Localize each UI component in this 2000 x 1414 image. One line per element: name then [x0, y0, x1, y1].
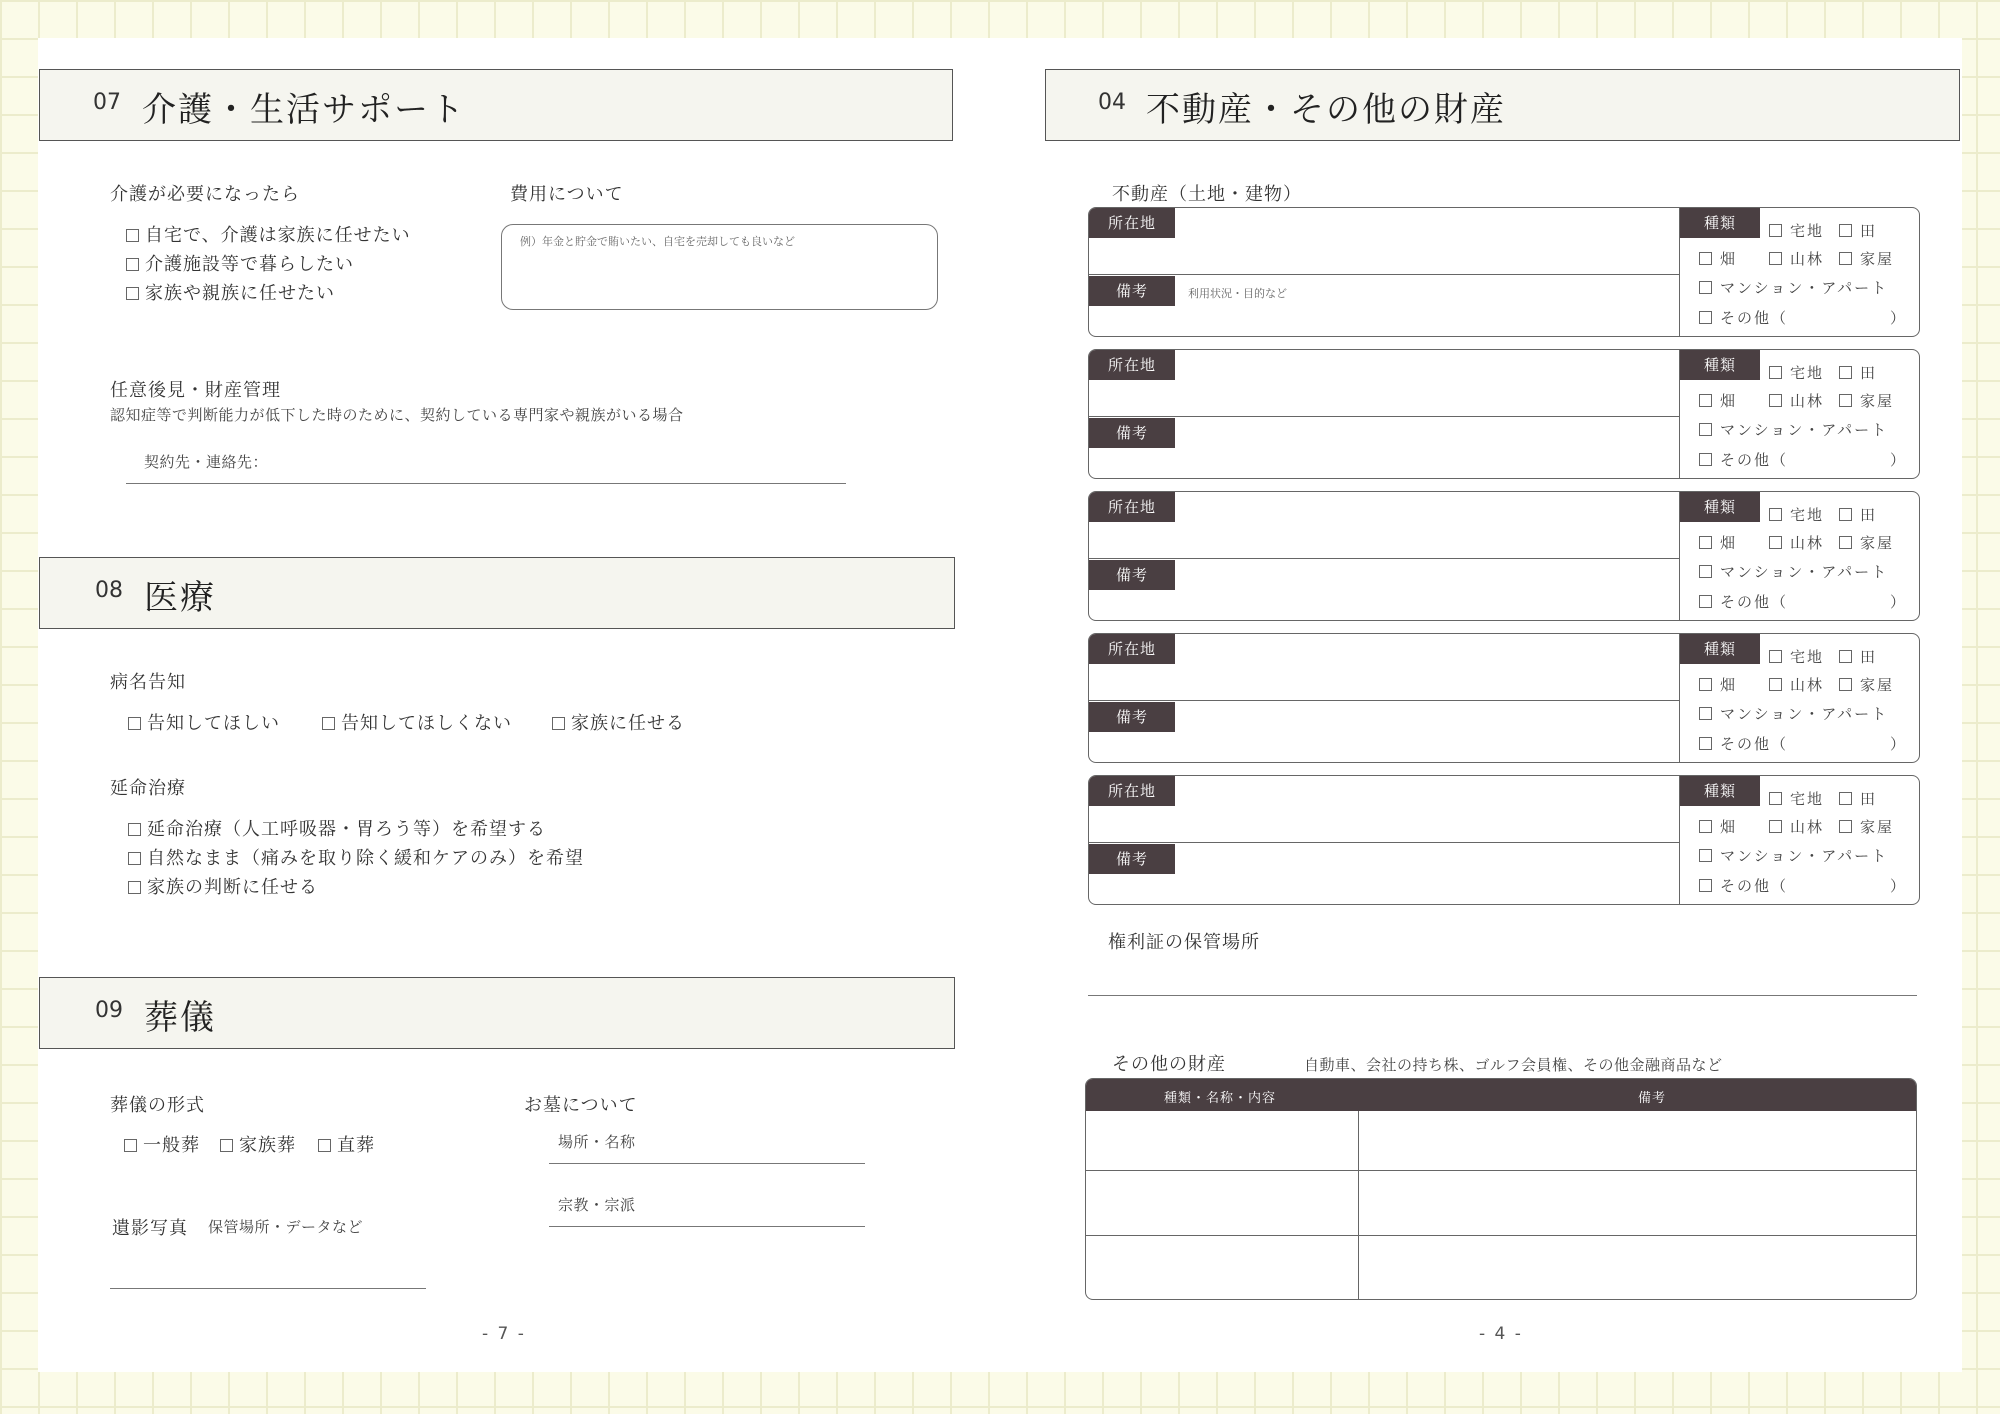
type-option[interactable]: 田 [1839, 504, 1877, 525]
type-option[interactable]: マンション・アパート [1699, 703, 1888, 724]
funeral-heading: 葬儀の形式 [110, 1095, 205, 1116]
grave-place-line[interactable] [549, 1163, 865, 1164]
section-title: 医療 [144, 578, 216, 618]
type-option[interactable]: 田 [1839, 362, 1877, 383]
section-header-08 [39, 557, 955, 629]
table-header [1086, 1079, 1916, 1111]
location-tag: 所在地 [1089, 634, 1175, 664]
checkbox-icon[interactable] [1839, 394, 1852, 407]
remarks-tag: 備考 [1089, 560, 1175, 590]
checkbox-option[interactable]: 告知してほしくない [322, 709, 512, 735]
type-option[interactable]: その他（ ） [1699, 307, 1907, 328]
checkbox-icon[interactable] [1699, 453, 1712, 466]
grave-heading: お墓について [524, 1095, 638, 1116]
checkbox-icon[interactable] [1699, 707, 1712, 720]
location-field[interactable] [1175, 208, 1679, 274]
checkbox-icon[interactable] [128, 717, 141, 730]
type-option[interactable]: 畑 [1699, 816, 1737, 837]
type-tag: 種類 [1680, 350, 1760, 380]
type-option[interactable]: 田 [1839, 788, 1877, 809]
type-option[interactable]: 田 [1839, 220, 1877, 241]
remarks-tag: 備考 [1089, 418, 1175, 448]
checkbox-icon[interactable] [1769, 224, 1782, 237]
type-tag: 種類 [1680, 208, 1760, 238]
column-header: 備考 [1638, 1091, 1667, 1106]
property-card [1088, 491, 1920, 621]
type-option[interactable]: 山林 [1769, 390, 1824, 411]
checkbox-icon[interactable] [1839, 366, 1852, 379]
checkbox-icon[interactable] [1839, 820, 1852, 833]
type-option[interactable]: 山林 [1769, 816, 1824, 837]
type-option[interactable]: マンション・アパート [1699, 845, 1888, 866]
section-number: 09 [95, 998, 123, 1023]
grave-religion-label: 宗教・宗派 [558, 1196, 636, 1214]
type-option[interactable]: 宅地 [1769, 362, 1824, 383]
other-assets-heading: その他の財産 [1112, 1054, 1226, 1075]
type-option[interactable]: 家屋 [1839, 532, 1894, 553]
location-tag: 所在地 [1089, 776, 1175, 806]
guardian-contact-label: 契約先・連絡先： [144, 453, 269, 471]
checkbox-icon[interactable] [126, 287, 139, 300]
checkbox-icon[interactable] [1839, 678, 1852, 691]
table-cell[interactable] [1086, 1171, 1358, 1235]
checkbox-option[interactable]: 自然なまま（痛みを取り除く緩和ケアのみ）を希望 [128, 844, 584, 870]
table-cell[interactable] [1086, 1236, 1358, 1300]
checkbox-icon[interactable] [1769, 536, 1782, 549]
section-number: 07 [93, 90, 121, 115]
location-field[interactable] [1175, 776, 1679, 842]
checkbox-icon[interactable] [322, 717, 335, 730]
section-header-04 [1045, 69, 1960, 141]
checkbox-icon[interactable] [1699, 281, 1712, 294]
section-header-09 [39, 977, 955, 1049]
checkbox-icon[interactable] [1699, 737, 1712, 750]
remarks-field[interactable] [1175, 276, 1679, 337]
type-option[interactable]: マンション・アパート [1699, 419, 1888, 440]
row-divider [1089, 416, 1679, 417]
type-option[interactable]: 山林 [1769, 532, 1824, 553]
type-option[interactable]: 宅地 [1769, 220, 1824, 241]
checkbox-icon[interactable] [1839, 224, 1852, 237]
grave-place-label: 場所・名称 [558, 1133, 636, 1151]
section-number: 04 [1098, 90, 1126, 115]
type-option[interactable]: 家屋 [1839, 248, 1894, 269]
property-card [1088, 349, 1920, 479]
portrait-line[interactable] [110, 1288, 426, 1289]
section-title: 介護・生活サポート [142, 90, 466, 130]
checkbox-icon[interactable] [1699, 678, 1712, 691]
type-option[interactable]: その他（ ） [1699, 591, 1907, 612]
checkbox-icon[interactable] [124, 1139, 137, 1152]
type-tag: 種類 [1680, 492, 1760, 522]
remarks-field[interactable] [1175, 418, 1679, 479]
checkbox-icon[interactable] [1769, 820, 1782, 833]
checkbox-icon[interactable] [1699, 252, 1712, 265]
type-option[interactable]: 畑 [1699, 532, 1737, 553]
checkbox-icon[interactable] [128, 852, 141, 865]
checkbox-icon[interactable] [126, 258, 139, 271]
row-divider [1089, 842, 1679, 843]
table-cell[interactable] [1359, 1236, 1917, 1300]
care-heading: 介護が必要になったら [110, 184, 300, 205]
location-tag: 所在地 [1089, 492, 1175, 522]
deed-heading: 権利証の保管場所 [1108, 932, 1260, 953]
remarks-placeholder: 利用状況・目的など [1188, 287, 1287, 300]
cost-textbox[interactable] [501, 224, 938, 310]
location-tag: 所在地 [1089, 350, 1175, 380]
location-field[interactable] [1175, 350, 1679, 416]
page-number: - 4 - [1479, 1324, 1523, 1344]
checkbox-option[interactable]: 家族や親族に任せたい [126, 279, 335, 305]
checkbox-icon[interactable] [1699, 536, 1712, 549]
checkbox-icon[interactable] [1699, 394, 1712, 407]
checkbox-icon[interactable] [1699, 595, 1712, 608]
property-card [1088, 775, 1920, 905]
checkbox-option[interactable]: 告知してほしい [128, 709, 280, 735]
checkbox-icon[interactable] [1769, 792, 1782, 805]
checkbox-icon[interactable] [552, 717, 565, 730]
grave-religion-line[interactable] [549, 1226, 865, 1227]
type-tag: 種類 [1680, 634, 1760, 664]
checkbox-option[interactable]: 家族の判断に任せる [128, 873, 318, 899]
type-option[interactable]: 畑 [1699, 674, 1737, 695]
type-option[interactable]: 家屋 [1839, 674, 1894, 695]
table-cell[interactable] [1359, 1111, 1917, 1170]
other-assets-table [1085, 1078, 1917, 1300]
type-option[interactable]: 宅地 [1769, 504, 1824, 525]
guardian-contact-line[interactable] [126, 483, 846, 484]
table-cell[interactable] [1086, 1111, 1358, 1170]
checkbox-option[interactable]: 介護施設等で暮らしたい [126, 250, 354, 276]
portrait-heading: 遺影写真 [112, 1218, 188, 1239]
checkbox-icon[interactable] [128, 881, 141, 894]
type-option[interactable]: 宅地 [1769, 788, 1824, 809]
checkbox-icon[interactable] [1839, 508, 1852, 521]
portrait-note: 保管場所・データなど [208, 1218, 364, 1236]
type-option[interactable]: マンション・アパート [1699, 277, 1888, 298]
guardian-note: 認知症等で判断能力が低下した時のために、契約している専門家や親族がいる場合 [110, 406, 684, 424]
lifesupport-heading: 延命治療 [110, 778, 186, 799]
checkbox-option[interactable]: 直葬 [318, 1131, 375, 1157]
column-header: 種類・名称・内容 [1164, 1091, 1277, 1106]
property-card [1088, 207, 1920, 337]
type-tag: 種類 [1680, 776, 1760, 806]
realestate-heading: 不動産（土地・建物） [1112, 184, 1302, 205]
remarks-tag: 備考 [1089, 702, 1175, 732]
checkbox-icon[interactable] [1839, 650, 1852, 663]
type-option[interactable]: 山林 [1769, 674, 1824, 695]
checkbox-icon[interactable] [1699, 565, 1712, 578]
type-option[interactable]: その他（ ） [1699, 733, 1907, 754]
checkbox-option[interactable]: 家族に任せる [552, 709, 685, 735]
checkbox-icon[interactable] [1839, 536, 1852, 549]
checkbox-icon[interactable] [126, 229, 139, 242]
type-option[interactable]: その他（ ） [1699, 449, 1907, 470]
row-divider [1089, 558, 1679, 559]
checkbox-icon[interactable] [128, 823, 141, 836]
type-option[interactable]: 田 [1839, 646, 1877, 667]
checkbox-option[interactable]: 自宅で、介護は家族に任せたい [126, 221, 411, 247]
checkbox-icon[interactable] [1699, 423, 1712, 436]
checkbox-icon[interactable] [1699, 311, 1712, 324]
location-tag: 所在地 [1089, 208, 1175, 238]
location-field[interactable] [1175, 634, 1679, 700]
table-cell[interactable] [1359, 1171, 1917, 1235]
checkbox-icon[interactable] [1769, 366, 1782, 379]
location-field[interactable] [1175, 492, 1679, 558]
type-option[interactable]: 畑 [1699, 248, 1737, 269]
type-option[interactable]: その他（ ） [1699, 875, 1907, 896]
checkbox-icon[interactable] [318, 1139, 331, 1152]
checkbox-option[interactable]: 家族葬 [220, 1131, 296, 1157]
type-option[interactable]: マンション・アパート [1699, 561, 1888, 582]
checkbox-icon[interactable] [220, 1139, 233, 1152]
type-option[interactable]: 畑 [1699, 390, 1737, 411]
checkbox-icon[interactable] [1699, 879, 1712, 892]
property-card [1088, 633, 1920, 763]
section-title: 葬儀 [144, 998, 216, 1038]
section-header-07 [39, 69, 953, 141]
remarks-tag: 備考 [1089, 276, 1175, 306]
other-assets-note: 自動車、会社の持ち株、ゴルフ会員権、その他金融商品など [1304, 1056, 1723, 1074]
cost-placeholder: 例）年金と貯金で賄いたい、自宅を売却しても良いなど [520, 235, 795, 248]
left-page [38, 38, 1000, 1372]
checkbox-icon[interactable] [1699, 820, 1712, 833]
checkbox-option[interactable]: 一般葬 [124, 1131, 200, 1157]
row-divider [1089, 274, 1679, 275]
type-option[interactable]: 山林 [1769, 248, 1824, 269]
remarks-field[interactable] [1175, 560, 1679, 621]
checkbox-icon[interactable] [1769, 252, 1782, 265]
checkbox-icon[interactable] [1769, 394, 1782, 407]
checkbox-icon[interactable] [1769, 508, 1782, 521]
page-number: - 7 - [482, 1324, 526, 1344]
checkbox-icon[interactable] [1839, 252, 1852, 265]
section-number: 08 [95, 578, 123, 603]
right-page [1000, 38, 1962, 1372]
remarks-field[interactable] [1175, 702, 1679, 763]
checkbox-icon[interactable] [1769, 678, 1782, 691]
type-option[interactable]: 家屋 [1839, 390, 1894, 411]
cost-heading: 費用について [510, 184, 624, 205]
checkbox-option[interactable]: 延命治療（人工呼吸器・胃ろう等）を希望する [128, 815, 546, 841]
remarks-field[interactable] [1175, 844, 1679, 905]
type-option[interactable]: 家屋 [1839, 816, 1894, 837]
type-option[interactable]: 宅地 [1769, 646, 1824, 667]
guardian-heading: 任意後見・財産管理 [110, 380, 281, 401]
section-title: 不動産・その他の財産 [1146, 90, 1506, 130]
checkbox-icon[interactable] [1769, 650, 1782, 663]
disclosure-heading: 病名告知 [110, 672, 186, 693]
deed-line[interactable] [1088, 995, 1917, 996]
remarks-tag: 備考 [1089, 844, 1175, 874]
checkbox-icon[interactable] [1839, 792, 1852, 805]
row-divider [1089, 700, 1679, 701]
checkbox-icon[interactable] [1699, 849, 1712, 862]
